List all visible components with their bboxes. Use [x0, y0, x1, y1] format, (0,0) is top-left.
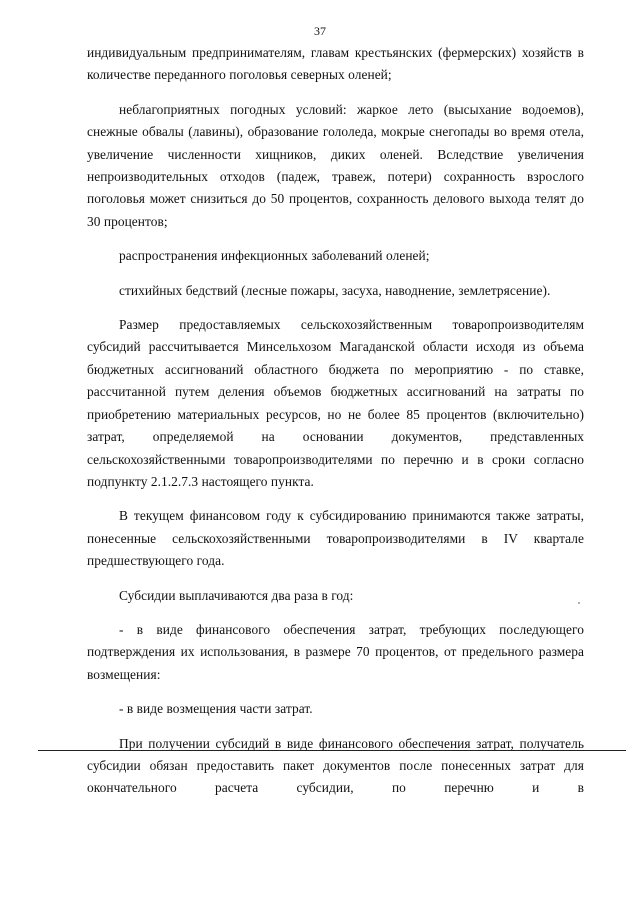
page-number: 37 — [314, 24, 326, 38]
paragraph: В текущем финансовом году к субсидированию принимаются также затраты, понесенные сельскохозяйственными товаропроизводителями в IV квартале предшествующего года. — [87, 508, 584, 569]
paragraph: Субсидии выплачиваются два раза в год: — [119, 587, 354, 603]
paragraph: неблагоприятных погодных условий: жаркое лето (высыхание водоемов), снежные обвалы (лавины), образование гололеда, мокрые снегопады во время отела, увеличение численности хищников, диких оленей. Вследствие увеличения непроизводительных отходов (падеж, травеж, потери) сохранность взрослого поголовья может снизиться до 50 процентов, сохранность делового выхода телят до 30 процентов; — [87, 101, 584, 229]
paragraph: стихийных бедствий (лесные пожары, засуха, наводнение, землетрясение). — [119, 282, 551, 298]
paragraph: - в виде финансового обеспечения затрат, требующих последующего подтверждения их использования, в размере 70 процентов, от предельного размера возмещения: — [87, 621, 584, 682]
paragraph: распространения инфекционных заболеваний оленей; — [119, 248, 430, 264]
paragraph: При получении субсидий в виде финансового обеспечения затрат, получатель субсидии обязан предоставить пакет документов после понесенных затрат для окончательного расчета субсидии, по перечню и в — [87, 735, 584, 796]
document-body — [87, 42, 584, 800]
scan-speck — [578, 602, 580, 604]
footer-rule — [38, 750, 626, 751]
paragraph: - в виде возмещения части затрат. — [119, 701, 313, 717]
paragraph: Размер предоставляемых сельскохозяйственным товаропроизводителям субсидий рассчитывается Минсельхозом Магаданской области исходя из объема бюджетных ассигнований областного бюджета по мероприятию - по ставке, рассчитанной путем деления объемов бюджетных ассигнований на затраты по приобретению материальных ресурсов, но не более 85 процентов (включительно) затрат, определяемой на основании документов, представленных сельскохозяйственными товаропроизводителями по перечню и в сроки согласно подпункту 2.1.2.7.3 настоящего пункта. — [87, 317, 584, 489]
paragraph: индивидуальным предпринимателям, главам крестьянских (фермерских) хозяйств в количестве переданного поголовья северных оленей; — [87, 45, 584, 83]
